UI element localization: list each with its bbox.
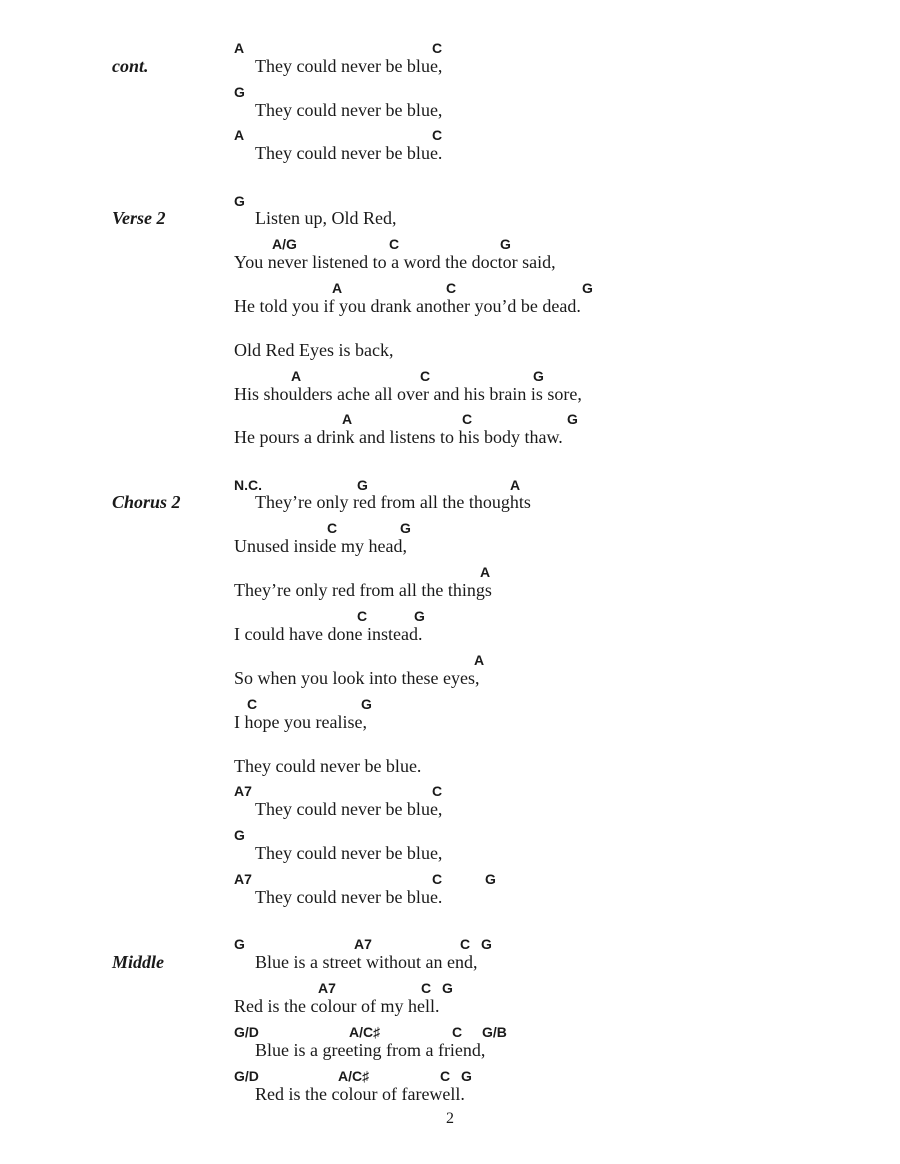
chord: A (291, 368, 302, 384)
chord: C (420, 368, 431, 384)
lyric-line: You never listened to a word the doctor said, (234, 252, 556, 272)
chord: C (432, 40, 443, 56)
chord: G (533, 368, 544, 384)
lyric-line: Unused inside my head, (234, 536, 407, 556)
chord: N.C. (234, 477, 262, 493)
lyric-line: He told you if you drank another you’d be dead. (234, 296, 581, 316)
lyric-line: Red is the colour of my hell. (234, 996, 440, 1016)
chord: A/G (272, 236, 297, 252)
lyric-line: Blue is a greeting from a friend, (255, 1040, 486, 1060)
chord: C (432, 127, 443, 143)
chord: G (567, 411, 578, 427)
chord: A7 (234, 871, 252, 887)
chord: C (440, 1068, 451, 1084)
lyric-line: They could never be blue. (255, 143, 443, 163)
chord: A (342, 411, 353, 427)
lyric-line: So when you look into these eyes, (234, 668, 480, 688)
chord: G (461, 1068, 472, 1084)
lyric-line: They could never be blue, (255, 56, 443, 76)
chord: G (442, 980, 453, 996)
chord: C (432, 783, 443, 799)
chord: C (446, 280, 457, 296)
chord: A (234, 127, 245, 143)
chord: C (357, 608, 368, 624)
chord: G/B (482, 1024, 507, 1040)
chord: C (460, 936, 471, 952)
chord: G (500, 236, 511, 252)
chord: G/D (234, 1068, 259, 1084)
lyric-line: They could never be blue, (255, 843, 443, 863)
lyric-line: Red is the colour of farewell. (255, 1084, 465, 1104)
chord: A7 (234, 783, 252, 799)
section-label-verse-2: Verse 2 (112, 208, 166, 228)
chord: C (462, 411, 473, 427)
chord: A/C♯ (349, 1024, 381, 1040)
section-label-chorus-2: Chorus 2 (112, 492, 181, 512)
chord: A/C♯ (338, 1068, 370, 1084)
chord: A7 (318, 980, 336, 996)
chord: C (421, 980, 432, 996)
chord: C (432, 871, 443, 887)
lyric-line: Listen up, Old Red, (255, 208, 397, 228)
chord: C (452, 1024, 463, 1040)
chord: G (357, 477, 368, 493)
chord: G (234, 193, 245, 209)
chord: A (474, 652, 485, 668)
chord: G (400, 520, 411, 536)
lyric-line: They could never be blue, (255, 799, 443, 819)
chord: G (481, 936, 492, 952)
lyric-line: They could never be blue. (255, 887, 443, 907)
lyric-line: They could never be blue. (234, 756, 422, 776)
lyric-line: His shoulders ache all over and his brain is sore, (234, 384, 582, 404)
chord: C (389, 236, 400, 252)
section-label-middle: Middle (112, 952, 164, 972)
chord: A7 (354, 936, 372, 952)
chord: A (510, 477, 521, 493)
lyric-line: He pours a drink and listens to his body thaw. (234, 427, 563, 447)
chord: G/D (234, 1024, 259, 1040)
lyric-line: They’re only red from all the things (234, 580, 492, 600)
chord: A (332, 280, 343, 296)
chord: G (582, 280, 593, 296)
chord: A (480, 564, 491, 580)
lyric-line: Blue is a street without an end, (255, 952, 478, 972)
chord: G (361, 696, 372, 712)
page-number: 2 (446, 1110, 454, 1127)
lyric-line: I could have done instead. (234, 624, 423, 644)
chord: G (234, 84, 245, 100)
chord: G (234, 827, 245, 843)
chord: G (485, 871, 496, 887)
chord: G (234, 936, 245, 952)
lyric-line: They’re only red from all the thoughts (255, 492, 531, 512)
chord: C (327, 520, 338, 536)
chord: G (414, 608, 425, 624)
chord: A (234, 40, 245, 56)
chord: C (247, 696, 258, 712)
lyric-line: Old Red Eyes is back, (234, 340, 394, 360)
lyric-line: I hope you realise, (234, 712, 367, 732)
section-label-cont: cont. (112, 56, 149, 76)
lyric-line: They could never be blue, (255, 100, 443, 120)
